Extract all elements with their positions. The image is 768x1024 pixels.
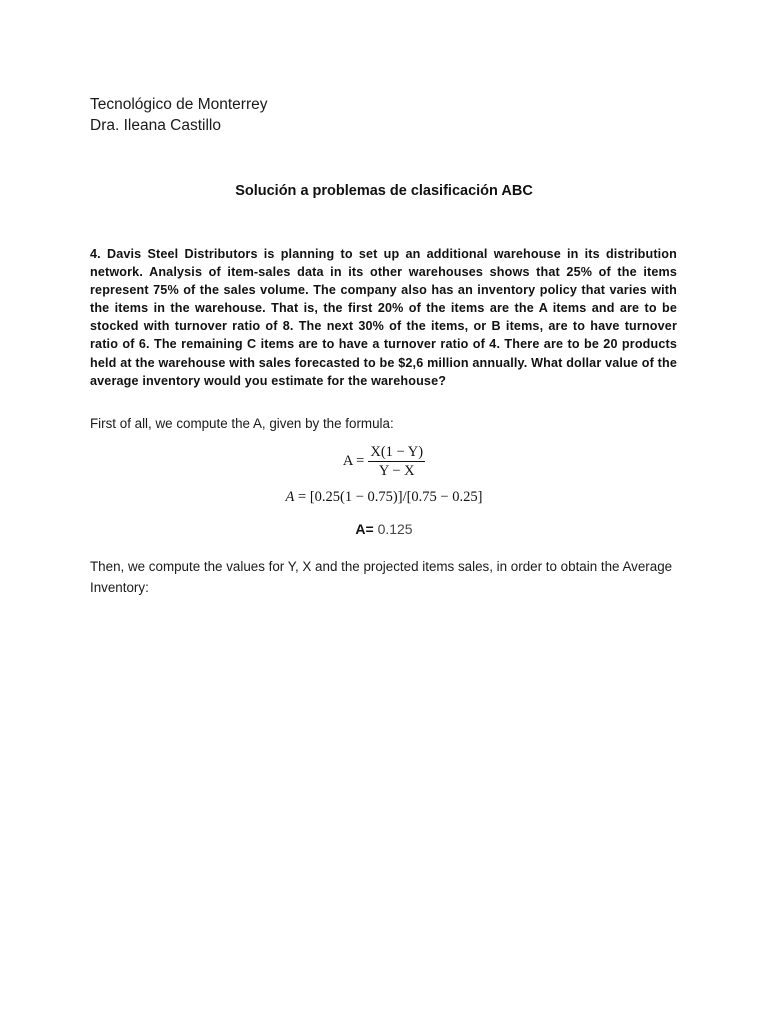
abc-formula (0, 443, 768, 480)
formula-denominator: Y − X (378, 463, 415, 479)
result-value: 0.125 (377, 521, 413, 537)
formula-fraction (368, 443, 425, 480)
substitution-lhs: A (285, 489, 295, 505)
document-header (90, 94, 268, 136)
formula-result (0, 521, 768, 537)
solution-next-step: Then, we compute the values for Y, X and the projected items sales, in order to obtain the Average Inventory: (90, 559, 673, 595)
formula-lhs: A = (342, 453, 365, 469)
solution-intro: First of all, we compute the A, given by the formula: (90, 416, 394, 431)
instructor-name: Dra. Ileana Castillo (90, 117, 221, 134)
formula-substitution (0, 489, 768, 506)
problem-statement: 4. Davis Steel Distributors is planning to set up an additional warehouse in its distribution network. Analysis of item-sales data in its other warehouses shows that 25% of the items represent 75% of the sales volume. The company also has an inventory policy that varies with the items in the warehouse. That is, the first 20% of the items are the A items and are to be stocked with turnover ratio of 8. The next 30% of the items, or B items, are to have turnover ratio of 6. The remaining C items are to have a turnover ratio of 4. There are to be 20 products held at the warehouse with sales forecasted to be $2,6 million annually. What dollar value of the average inventory would you estimate for the warehouse? (90, 247, 677, 388)
document-title: Solución a problemas de clasificación ABC (235, 183, 533, 199)
result-label: A= (355, 521, 374, 537)
formula-numerator: X(1 − Y) (370, 444, 424, 460)
institution-name: Tecnológico de Monterrey (90, 96, 268, 113)
substitution-rhs: = [0.25(1 − 0.75)]/[0.75 − 0.25] (298, 489, 483, 505)
